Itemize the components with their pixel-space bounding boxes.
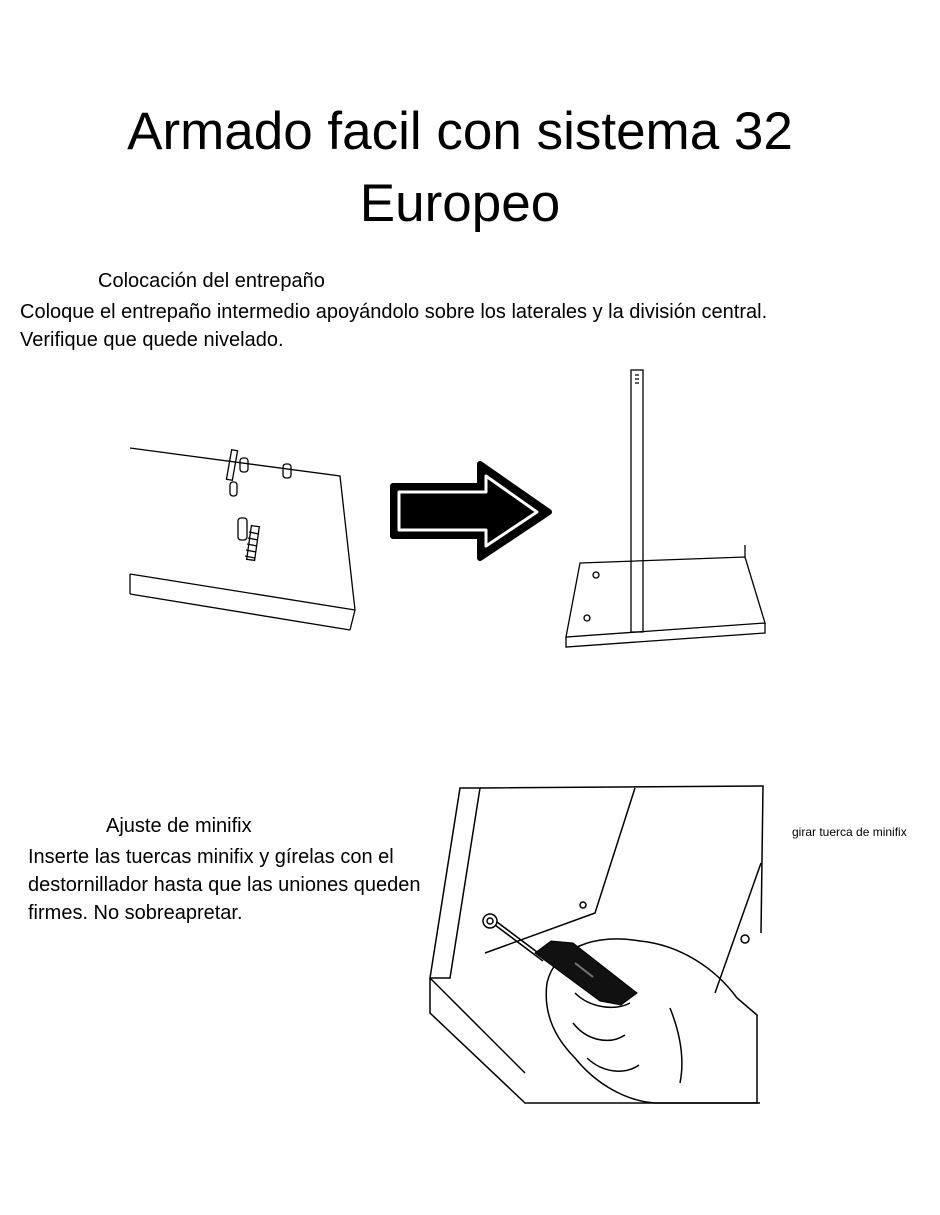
step1-body xyxy=(20,298,767,354)
step1-line-2: Verifique que quede nivelado. xyxy=(20,329,284,351)
step1-line-1: Coloque el entrepaño intermedio apoyándolo sobre los laterales y la división central. xyxy=(20,301,768,323)
base-with-divider-illustration xyxy=(560,365,780,655)
board-with-dowels-illustration xyxy=(125,438,365,638)
title-line-2: Europeo xyxy=(359,173,561,233)
step2-body: Inserte las tuercas minifix y gírelas con el destornillador hasta que las uniones queden firmes. No sobreapretar. xyxy=(28,846,421,924)
screwdriver-hand-illustration xyxy=(425,783,770,1108)
step2-heading: Ajuste de minifix xyxy=(106,815,252,837)
page-title xyxy=(20,96,900,240)
minifix-caption: girar tuerca de minifix xyxy=(792,825,907,839)
title-line-1: Armado facil con sistema 32 xyxy=(127,101,793,161)
arrow-right-icon xyxy=(385,458,555,568)
step1-heading: Colocación del entrepaño xyxy=(98,270,325,292)
